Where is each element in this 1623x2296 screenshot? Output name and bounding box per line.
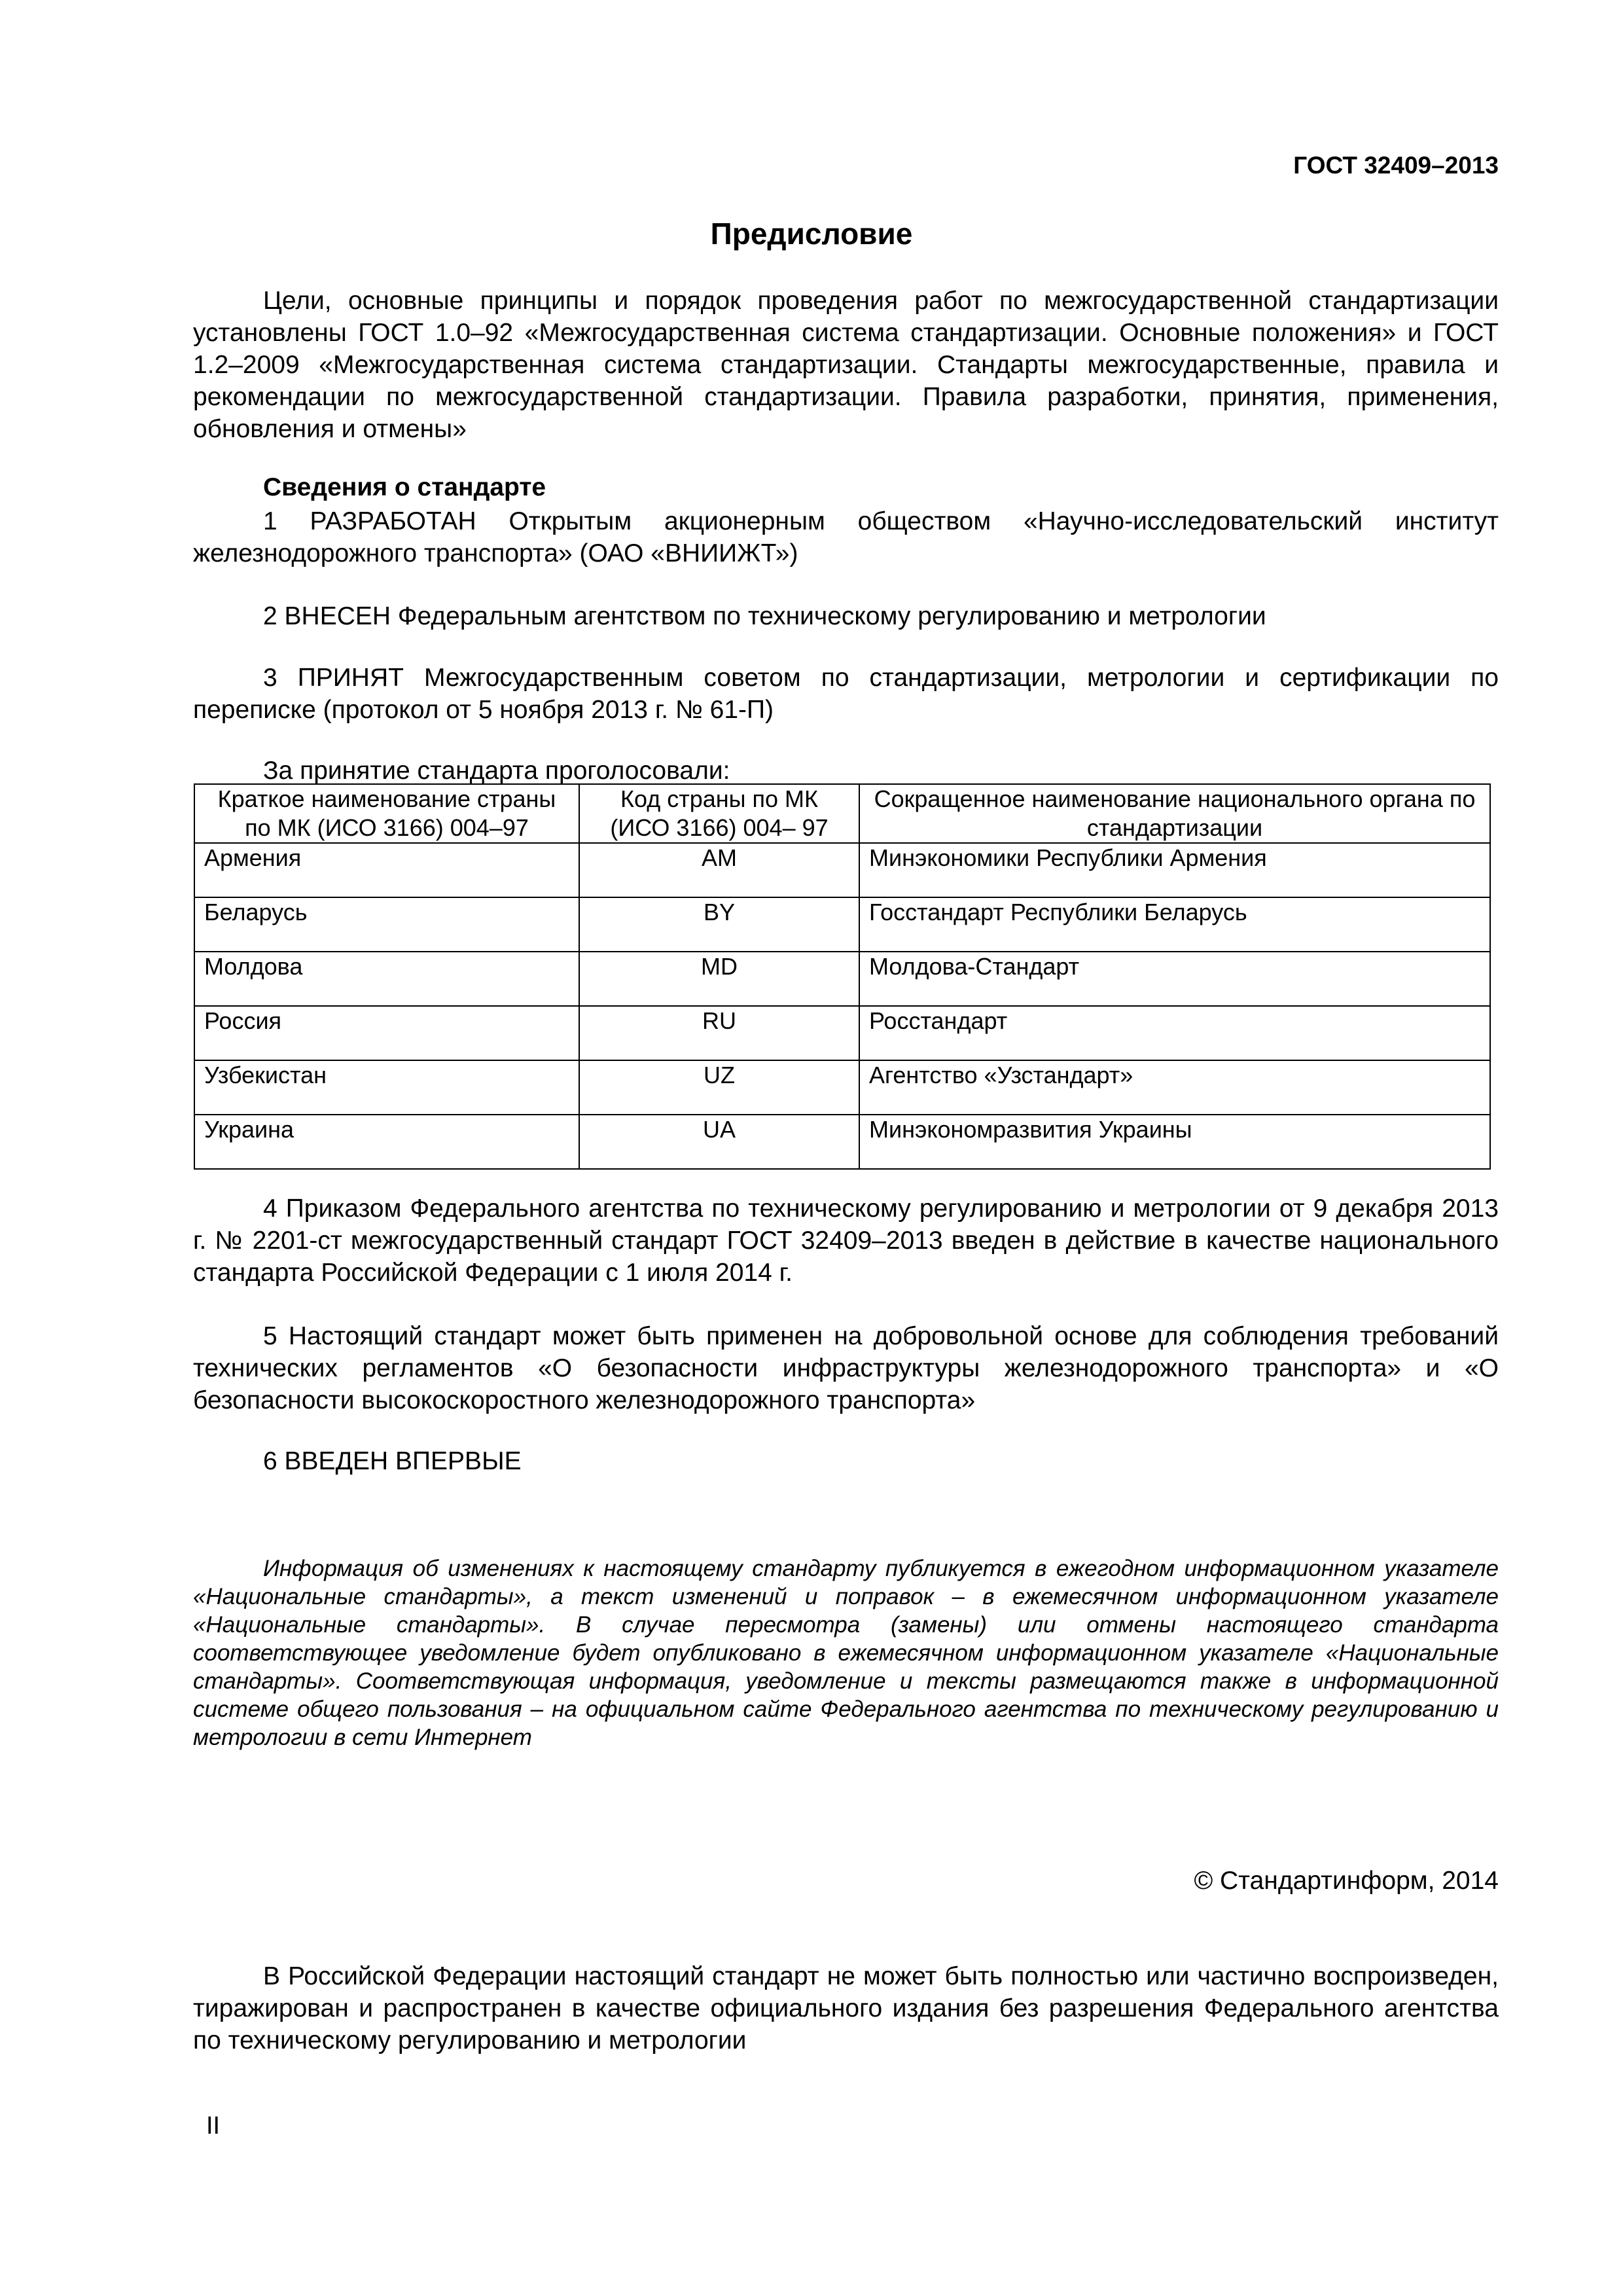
intro-text: Цели, основные принципы и порядок проведения работ по межгосударственной стандартизации установлены ГОСТ 1.0–92 «Межгосударственная система стандартизации. Основные положения» и ГОСТ 1.2–2009 «Межгосударственная система стандартизации. Стандарты межгосударственные, правила и рекомендации по межгосударственной стандартизации. Правила разработки, принятия, применения, обновления и отмены» [193, 287, 1499, 443]
item-5-text: 5 Настоящий стандарт может быть применен на добровольной основе для соблюдения требований технических регламентов «О безопасности инфраструктуры железнодорожного транспорта» и «О безопасности высокоскоростного железнодорожного транспорта» [193, 1322, 1499, 1414]
table-row [194, 1006, 1490, 1060]
item-4-text: 4 Приказом Федерального агентства по техническому регулированию и метрологии от 9 декабря 2013 г. № 2201-ст межгосударственный стандарт ГОСТ 32409–2013 введен в действие в качестве национального стандарта Российской Федерации с 1 июля 2014 г. [193, 1194, 1499, 1287]
page-number: II [206, 2112, 221, 2140]
authority-cell: Росстандарт [859, 1006, 1490, 1060]
voting-table [194, 783, 1491, 1170]
item-1 [193, 505, 1499, 569]
table-row [194, 952, 1490, 1006]
authority-cell: Молдова-Стандарт [859, 952, 1490, 1006]
item-4 [193, 1193, 1499, 1289]
table-header-row [194, 784, 1490, 843]
changes-info-text: Информация об изменениях к настоящему стандарту публикуется в ежегодном информационном указателе «Национальные стандарты», а текст изменений и поправок – в ежемесячном информационном указателе «Национальные стандарты». В случае пересмотра (замены) или отмены настоящего стандарта соответствующее уведомление будет опубликовано в ежемесячном информационном указателе «Национальные стандарты». Соответствующая информация, уведомление и тексты размещаются также в информационной системе общего пользования – на официальном сайте Федерального агентства по техническому регулированию и метрологии в сети Интернет [193, 1556, 1499, 1750]
authority-cell: Агентство «Узстандарт» [859, 1060, 1490, 1115]
code-cell: RU [579, 1006, 859, 1060]
code-cell: MD [579, 952, 859, 1006]
item-3 [193, 662, 1499, 726]
code-cell: UZ [579, 1060, 859, 1115]
country-cell: Беларусь [194, 897, 579, 952]
item-5 [193, 1320, 1499, 1416]
voted-label [193, 755, 1499, 787]
code-cell: AM [579, 843, 859, 897]
table-row [194, 897, 1490, 952]
standard-info-heading: Сведения о стандарте [263, 473, 546, 501]
item-1-text: 1 РАЗРАБОТАН Открытым акционерным обществом «Научно-исследовательский институт железнодорожного транспорта» (ОАО «ВНИИЖТ») [193, 507, 1499, 567]
authority-cell: Минэкономики Республики Армения [859, 843, 1490, 897]
item-6-text: 6 ВВЕДЕН ВПЕРВЫЕ [263, 1447, 522, 1475]
country-cell: Армения [194, 843, 579, 897]
table-row [194, 843, 1490, 897]
table-row [194, 1115, 1490, 1169]
changes-info-note [193, 1554, 1499, 1751]
copyright: © Стандартинформ, 2014 [1194, 1867, 1499, 1895]
table-row [194, 1060, 1490, 1115]
restriction-paragraph [193, 1960, 1499, 2056]
item-2 [193, 600, 1499, 632]
code-cell: UA [579, 1115, 859, 1169]
item-2-text: 2 ВНЕСЕН Федеральным агентством по техническому регулированию и метрологии [263, 602, 1266, 630]
voted-label-text: За принятие стандарта проголосовали: [263, 757, 730, 785]
country-cell: Узбекистан [194, 1060, 579, 1115]
header-country: Краткое наименование страны по МК (ИСО 3166) 004–97 [194, 784, 579, 843]
restriction-text: В Российской Федерации настоящий стандарт не может быть полностью или частично воспроизведен, тиражирован и распространен в качестве официального издания без разрешения Федерального агентства по техническому регулированию и метрологии [193, 1962, 1499, 2054]
country-cell: Молдова [194, 952, 579, 1006]
authority-cell: Минэкономразвития Украины [859, 1115, 1490, 1169]
country-cell: Россия [194, 1006, 579, 1060]
country-cell: Украина [194, 1115, 579, 1169]
intro-paragraph [193, 285, 1499, 445]
page-title: Предисловие [710, 217, 913, 251]
item-3-text: 3 ПРИНЯТ Межгосударственным советом по стандартизации, метрологии и сертификации по переписке (протокол от 5 ноября 2013 г. № 61-П) [193, 664, 1499, 724]
header-code: Код страны по МК (ИСО 3166) 004– 97 [579, 784, 859, 843]
item-6 [193, 1445, 1499, 1477]
document-code: ГОСТ 32409–2013 [1293, 152, 1499, 179]
code-cell: BY [579, 897, 859, 952]
header-authority: Сокращенное наименование национального органа по стандартизации [859, 784, 1490, 843]
authority-cell: Госстандарт Республики Беларусь [859, 897, 1490, 952]
